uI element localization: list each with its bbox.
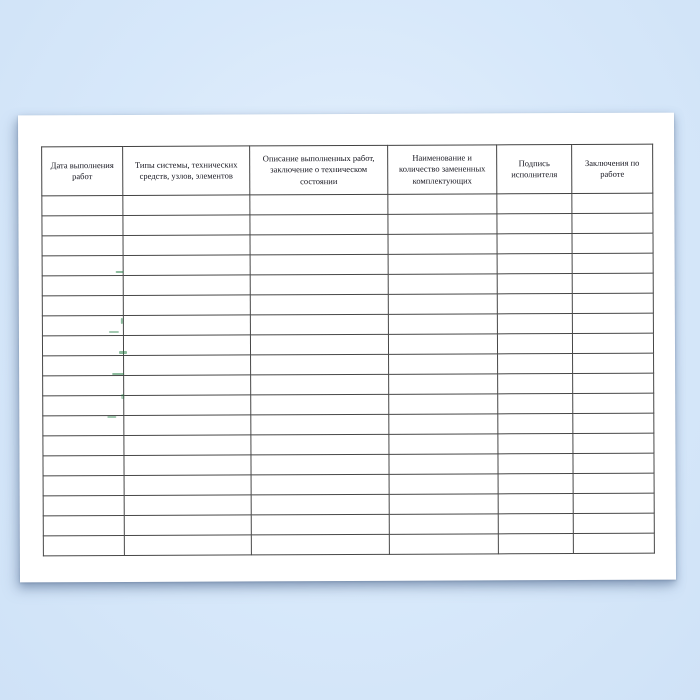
empty-cell [498,414,573,434]
empty-cell [251,454,389,475]
empty-cell [389,474,498,494]
empty-cell [573,473,654,493]
empty-cell [123,335,250,356]
empty-cell [43,515,124,535]
empty-cell [498,454,573,474]
empty-cell [498,394,573,414]
empty-cell [573,373,654,393]
empty-cell [388,194,497,214]
empty-cell [124,495,251,516]
table-row [42,313,653,336]
empty-cell [42,295,123,315]
empty-cell [42,275,123,295]
empty-cell [123,255,250,276]
empty-cell [43,495,124,515]
empty-cell [573,393,654,413]
header-row [42,144,653,196]
empty-cell [250,194,388,215]
empty-cell [124,355,251,376]
column-header-work-conclusions: Заключения по работе [572,144,653,193]
empty-cell [124,435,251,456]
empty-cell [389,394,498,414]
empty-cell [498,354,573,374]
empty-cell [123,215,250,236]
empty-cell [572,293,653,313]
empty-cell [573,413,654,433]
table-row [42,253,653,276]
table-row [43,493,654,516]
empty-cell [572,273,653,293]
empty-cell [497,254,572,274]
empty-cell [42,215,123,235]
empty-cell [498,374,573,394]
table-row [42,333,653,356]
empty-cell [573,493,654,513]
empty-cell [388,234,497,254]
empty-cell [43,475,124,495]
empty-cell [250,274,388,295]
empty-cell [42,315,123,335]
empty-cell [124,455,251,476]
empty-cell [250,214,388,235]
empty-cell [251,494,389,515]
table-row [43,453,654,476]
empty-cell [124,515,251,536]
empty-cell [42,195,123,215]
empty-cell [123,275,250,296]
table-row [43,353,654,376]
empty-cell [498,494,573,514]
empty-cell [573,433,654,453]
empty-cell [251,514,389,535]
empty-cell [123,195,250,216]
empty-cell [124,395,251,416]
empty-cell [251,434,389,455]
table-row [43,373,654,396]
empty-rows-body [42,193,655,556]
table-row [42,233,653,256]
empty-cell [388,314,497,334]
table-row [43,473,654,496]
empty-cell [123,315,250,336]
empty-cell [497,194,572,214]
empty-cell [498,534,573,554]
empty-cell [572,213,653,233]
table-row [42,273,653,296]
empty-cell [250,234,388,255]
empty-cell [43,455,124,475]
empty-cell [388,334,497,354]
empty-cell [250,334,388,355]
table-row [43,393,654,416]
table-row [42,293,653,316]
empty-cell [572,333,653,353]
empty-cell [42,335,123,355]
empty-cell [498,434,573,454]
empty-cell [389,374,498,394]
empty-cell [43,375,124,395]
empty-cell [389,514,498,534]
column-header-work-description: Описание выполненных работ, заключение о техническом состоянии [250,145,388,195]
table-row [43,433,654,456]
empty-cell [498,514,573,534]
empty-cell [123,295,250,316]
empty-cell [389,434,498,454]
empty-cell [42,255,123,275]
empty-cell [250,294,388,315]
empty-cell [389,454,498,474]
empty-cell [497,274,572,294]
empty-cell [251,374,389,395]
maintenance-log-table [41,144,655,557]
empty-cell [573,353,654,373]
empty-cell [251,354,389,375]
column-header-system-types: Типы системы, технических средств, узлов, элементов [123,146,250,196]
empty-cell [497,214,572,234]
table-row [43,413,654,436]
table-row [43,533,654,556]
empty-cell [497,314,572,334]
table-row [42,213,653,236]
column-header-replaced-components: Наименование и количество замененных комплектующих [388,145,497,194]
empty-cell [572,193,653,213]
empty-cell [43,355,124,375]
empty-cell [497,294,572,314]
empty-cell [251,474,389,495]
empty-cell [572,233,653,253]
table-row [43,513,654,536]
empty-cell [389,354,498,374]
column-header-executor-signature: Подпись исполнителя [497,145,572,194]
empty-cell [251,394,389,415]
empty-cell [573,453,654,473]
empty-cell [42,235,123,255]
empty-cell [43,435,124,455]
empty-cell [497,334,572,354]
empty-cell [124,535,251,556]
empty-cell [124,475,251,496]
empty-cell [498,474,573,494]
empty-cell [124,375,251,396]
empty-cell [389,534,498,554]
document-page [18,113,676,583]
empty-cell [43,395,124,415]
empty-cell [388,294,497,314]
empty-cell [573,533,654,553]
empty-cell [43,535,124,555]
empty-cell [497,234,572,254]
empty-cell [572,313,653,333]
empty-cell [389,494,498,514]
empty-cell [124,415,251,436]
empty-cell [250,314,388,335]
empty-cell [388,274,497,294]
table-row [42,193,653,216]
column-header-work-date: Дата выполнения работ [42,146,123,195]
empty-cell [251,414,389,435]
empty-cell [251,534,389,555]
empty-cell [572,253,653,273]
empty-cell [388,214,497,234]
empty-cell [388,254,497,274]
empty-cell [573,513,654,533]
empty-cell [389,414,498,434]
empty-cell [43,415,124,435]
empty-cell [123,235,250,256]
empty-cell [250,254,388,275]
